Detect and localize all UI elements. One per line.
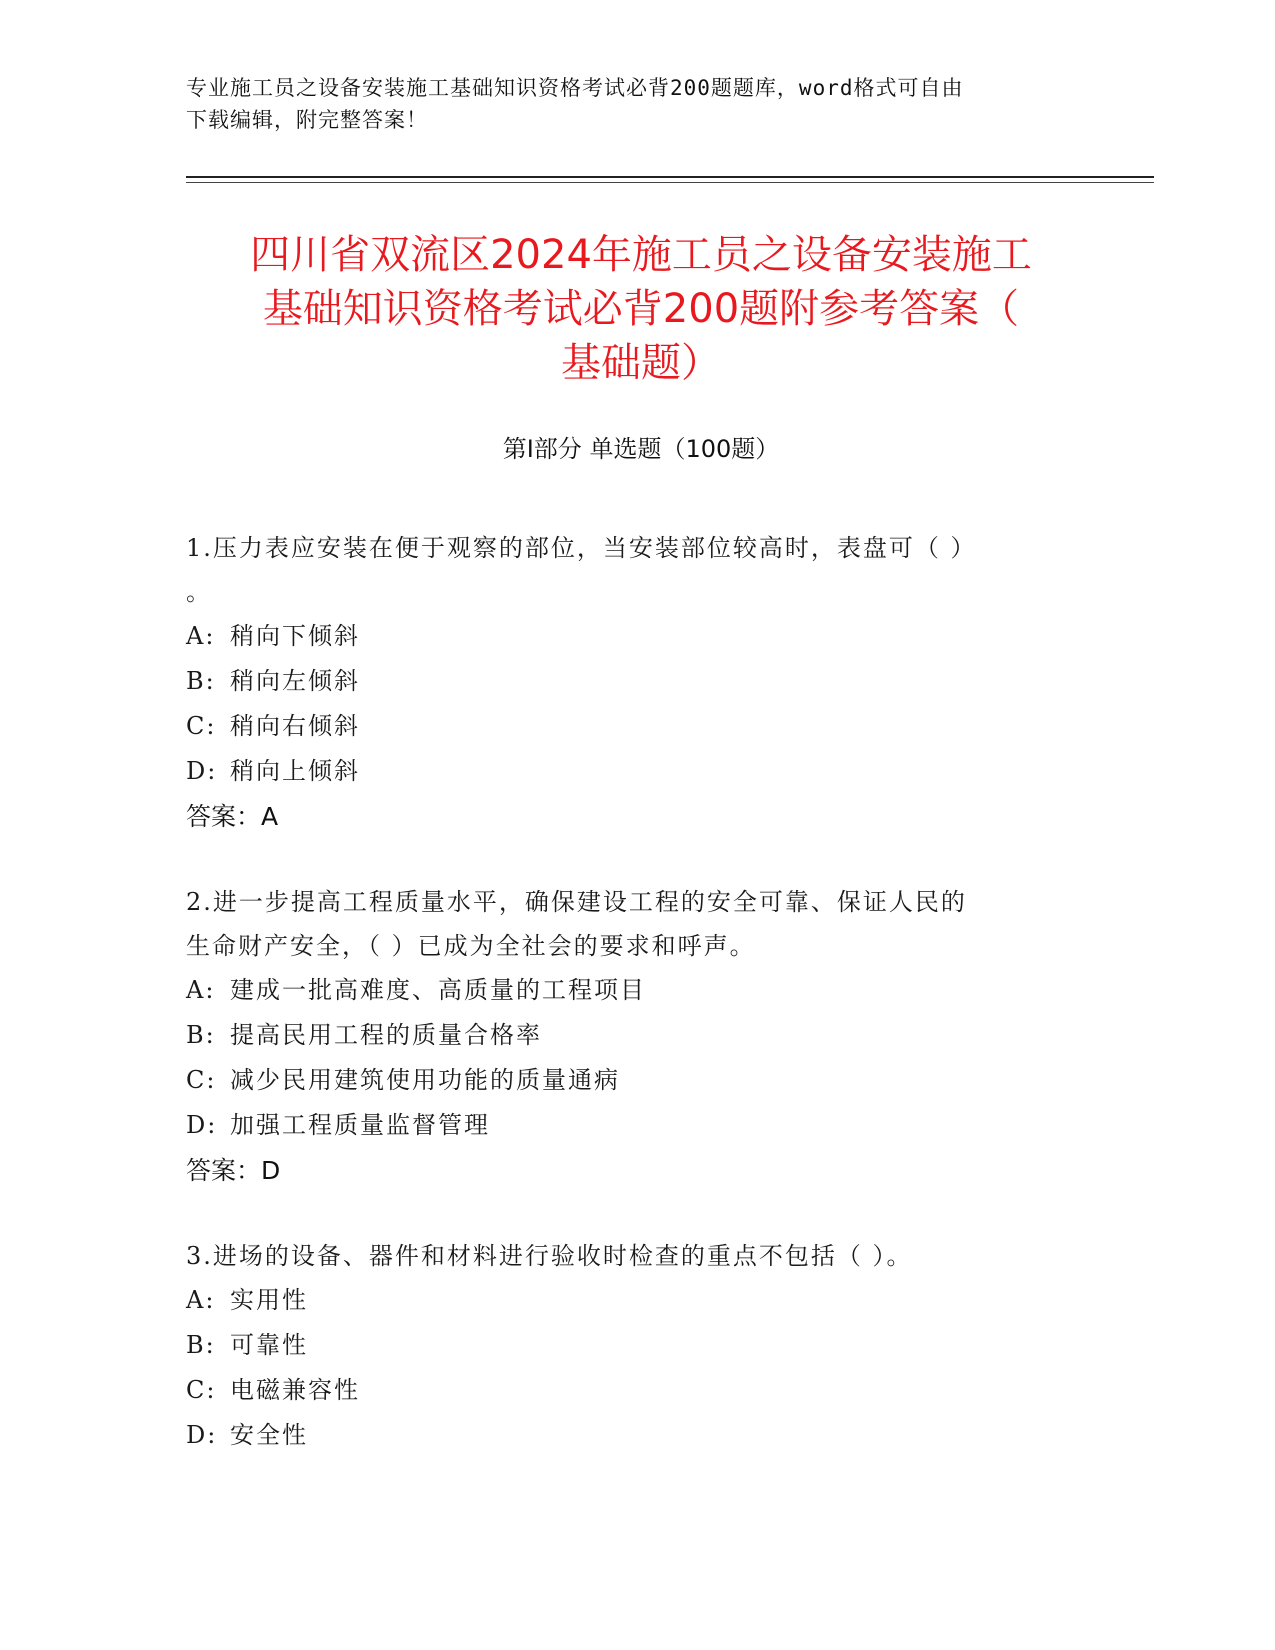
header-note-line: 专业施工员之设备安装施工基础知识资格考试必背200题题库，word格式可自由 <box>186 76 964 100</box>
option-b <box>186 1013 1086 1058</box>
header-divider-thin <box>186 182 1154 183</box>
option-label: C: <box>186 712 217 740</box>
option-text: 电磁兼容性 <box>230 1376 360 1404</box>
option-d <box>186 749 1086 794</box>
header-note <box>186 72 1086 136</box>
option-d <box>186 1413 1086 1458</box>
option-label: B: <box>186 1331 216 1359</box>
option-text: 实用性 <box>230 1286 308 1314</box>
question-1 <box>186 526 1086 840</box>
option-label: B: <box>186 1021 216 1049</box>
option-text: 稍向右倾斜 <box>230 712 360 740</box>
title-line: 基础题） <box>561 340 721 386</box>
option-a <box>186 968 1086 1013</box>
option-text: 安全性 <box>230 1421 308 1449</box>
option-text: 建成一批高难度、高质量的工程项目 <box>230 976 646 1004</box>
document-title <box>186 228 1096 390</box>
title-line: 四川省双流区2024年施工员之设备安装施工 <box>250 232 1032 278</box>
option-c <box>186 704 1086 749</box>
option-d <box>186 1103 1086 1148</box>
option-text: 加强工程质量监督管理 <box>230 1111 490 1139</box>
option-label: D: <box>186 1421 218 1449</box>
option-label: B: <box>186 667 216 695</box>
option-b <box>186 659 1086 704</box>
option-label: D: <box>186 1111 218 1139</box>
answer: 答案：D <box>186 1156 281 1185</box>
option-label: A: <box>186 1286 216 1314</box>
option-c <box>186 1368 1086 1413</box>
option-text: 稍向左倾斜 <box>230 667 360 695</box>
option-text: 提高民用工程的质量合格率 <box>230 1021 542 1049</box>
question-stem: 生命财产安全，（ ）已成为全社会的要求和呼声。 <box>186 932 756 960</box>
option-c <box>186 1058 1086 1103</box>
question-list <box>186 526 1086 1498</box>
answer: 答案：A <box>186 802 279 831</box>
option-label: A: <box>186 622 216 650</box>
option-text: 稍向下倾斜 <box>230 622 360 650</box>
header-note-line: 下载编辑，附完整答案！ <box>186 108 428 132</box>
option-label: A: <box>186 976 216 1004</box>
question-stem: 3.进场的设备、器件和材料进行验收时检查的重点不包括（ ）。 <box>186 1242 913 1270</box>
question-2 <box>186 880 1086 1194</box>
option-a <box>186 614 1086 659</box>
option-label: C: <box>186 1376 217 1404</box>
question-stem: 1.压力表应安装在便于观察的部位，当安装部位较高时，表盘可（ ） <box>186 534 977 562</box>
option-text: 稍向上倾斜 <box>230 757 360 785</box>
header-divider <box>186 176 1154 178</box>
question-stem: 。 <box>186 578 212 606</box>
option-text: 减少民用建筑使用功能的质量通病 <box>230 1066 620 1094</box>
title-line: 基础知识资格考试必背200题附参考答案（ <box>262 286 1020 332</box>
option-b <box>186 1323 1086 1368</box>
option-text: 可靠性 <box>230 1331 308 1359</box>
question-3 <box>186 1234 1086 1458</box>
option-label: D: <box>186 757 218 785</box>
section-heading: 第Ⅰ部分 单选题（100题） <box>502 435 780 463</box>
question-stem: 2.进一步提高工程质量水平，确保建设工程的安全可靠、保证人民的 <box>186 888 967 916</box>
option-a <box>186 1278 1086 1323</box>
option-label: C: <box>186 1066 217 1094</box>
